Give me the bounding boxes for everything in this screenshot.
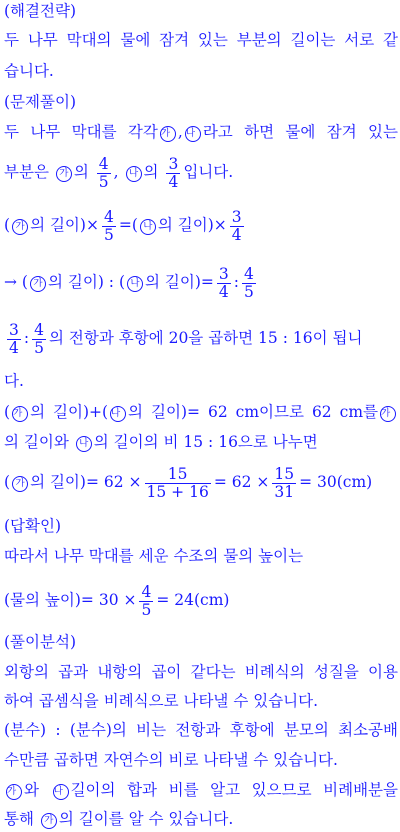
strategy-line-1: 두 나무 막대의 물에 잠겨 있는 부분의 길이는 서로 같	[4, 31, 398, 49]
circle-na-icon: 나	[140, 219, 156, 235]
analysis-line-5: 가 와 나 길이의 합과 비를 알고 있으므로 비례배분을	[7, 781, 398, 799]
solution-line-6: 다.	[4, 372, 24, 390]
solution-line-7: ( 가 의 길이)+( 나 의 길이)= 62 cm이므로 62 cm를 가	[4, 402, 398, 422]
fraction-4-5: $\frac{4}{5}$	[98, 155, 109, 191]
strategy-line-2: 습니다.	[4, 62, 54, 80]
circle-na-icon: 나	[76, 436, 92, 452]
fraction-4-5: $\frac{4}{5}$	[103, 208, 114, 244]
fraction-4-5: $\frac{4}{5}$	[34, 321, 44, 357]
analysis-line-1: 외항의 곱과 내항의 곱이 같다는 비례식의 성질을 이용	[4, 663, 398, 681]
heading-analysis: (풀이분석)	[4, 633, 76, 651]
circle-ga-icon: 가	[12, 476, 28, 492]
fraction-4-5: $\frac{4}{5}$	[244, 265, 254, 301]
circle-ga-icon: 가	[380, 406, 396, 422]
analysis-line-3: (분수) : (분수)의 비는 전항과 후항에 분모의 최소공배	[4, 721, 398, 739]
circle-ga-icon: 가	[30, 276, 46, 292]
solution-line-2: 부분은 가 의 $\frac{4}{5}$ , 나 의 $\frac{3}{4}$ 입니다.	[4, 155, 234, 191]
fraction-4-5: $\frac{4}{5}$	[141, 583, 152, 619]
fraction-15-over-sum: $\frac{15}{15 + 16}$	[146, 465, 209, 501]
fraction-15-31: $\frac{15}{31}$	[274, 465, 295, 501]
heading-strategy: (해결전략)	[4, 2, 76, 20]
solution-line-1: 두 나무 막대를 각각 가 , 나 라고 하면 물에 잠겨 있는	[4, 123, 398, 141]
heading-solution: (문제풀이)	[4, 93, 76, 111]
circle-na-icon: 나	[127, 276, 143, 292]
fraction-3-4: $\frac{3}{4}$	[168, 155, 179, 191]
circle-na-icon: 나	[126, 166, 142, 182]
answer-line-1: 따라서 나무 막대를 세운 수조의 물의 높이는	[4, 547, 304, 565]
fraction-3-4: $\frac{3}{4}$	[218, 265, 229, 301]
circle-ga-icon: 가	[12, 406, 28, 422]
circle-ga-icon: 가	[12, 219, 28, 235]
analysis-line-2: 하여 곱셈식을 비례식으로 나타낼 수 있습니다.	[4, 692, 319, 710]
circle-na-icon: 나	[110, 406, 126, 422]
circle-na-icon: 나	[53, 784, 69, 800]
circle-ga-icon: 가	[41, 813, 57, 829]
fraction-3-4: $\frac{3}{4}$	[9, 321, 19, 357]
circle-ga-icon: 가	[56, 166, 72, 182]
analysis-line-6: 통해 가 의 길이를 알 수 있습니다.	[4, 810, 234, 828]
solution-line-5: $\frac{3}{4}$ : $\frac{4}{5}$ 의 전항과 후항에 20을 곱하면 15 : 16이 됩니	[9, 321, 363, 357]
solution-line-3: ( 가 의 길이)× $\frac{4}{5}$ =( 나 의 길이)× $\frac{3}{4}$	[4, 208, 242, 244]
solution-line-4: → ( 가 의 길이) : ( 나 의 길이)= $\frac{3}{4}$ : $\frac{4}{5}$	[4, 265, 254, 301]
circle-ga-icon: 가	[160, 126, 176, 142]
circle-na-icon: 나	[185, 126, 201, 142]
solution-line-8: 의 길이와 나 의 길이의 비 15 : 16으로 나누면	[4, 433, 318, 451]
solution-line-9: ( 가 의 길이)= 62 × $\frac{15}{15 + 16}$ = 62 × $\frac{15}{31}$ = 30(cm)	[4, 465, 373, 501]
circle-ga-icon: 가	[6, 784, 22, 800]
answer-line-2: (물의 높이)= 30 × $\frac{4}{5}$ = 24(cm)	[4, 583, 230, 619]
fraction-3-4: $\frac{3}{4}$	[231, 208, 242, 244]
analysis-line-4: 수만큼 곱하면 자연수의 비로 나타낼 수 있습니다.	[4, 751, 338, 769]
heading-answer: (답확인)	[4, 517, 62, 535]
